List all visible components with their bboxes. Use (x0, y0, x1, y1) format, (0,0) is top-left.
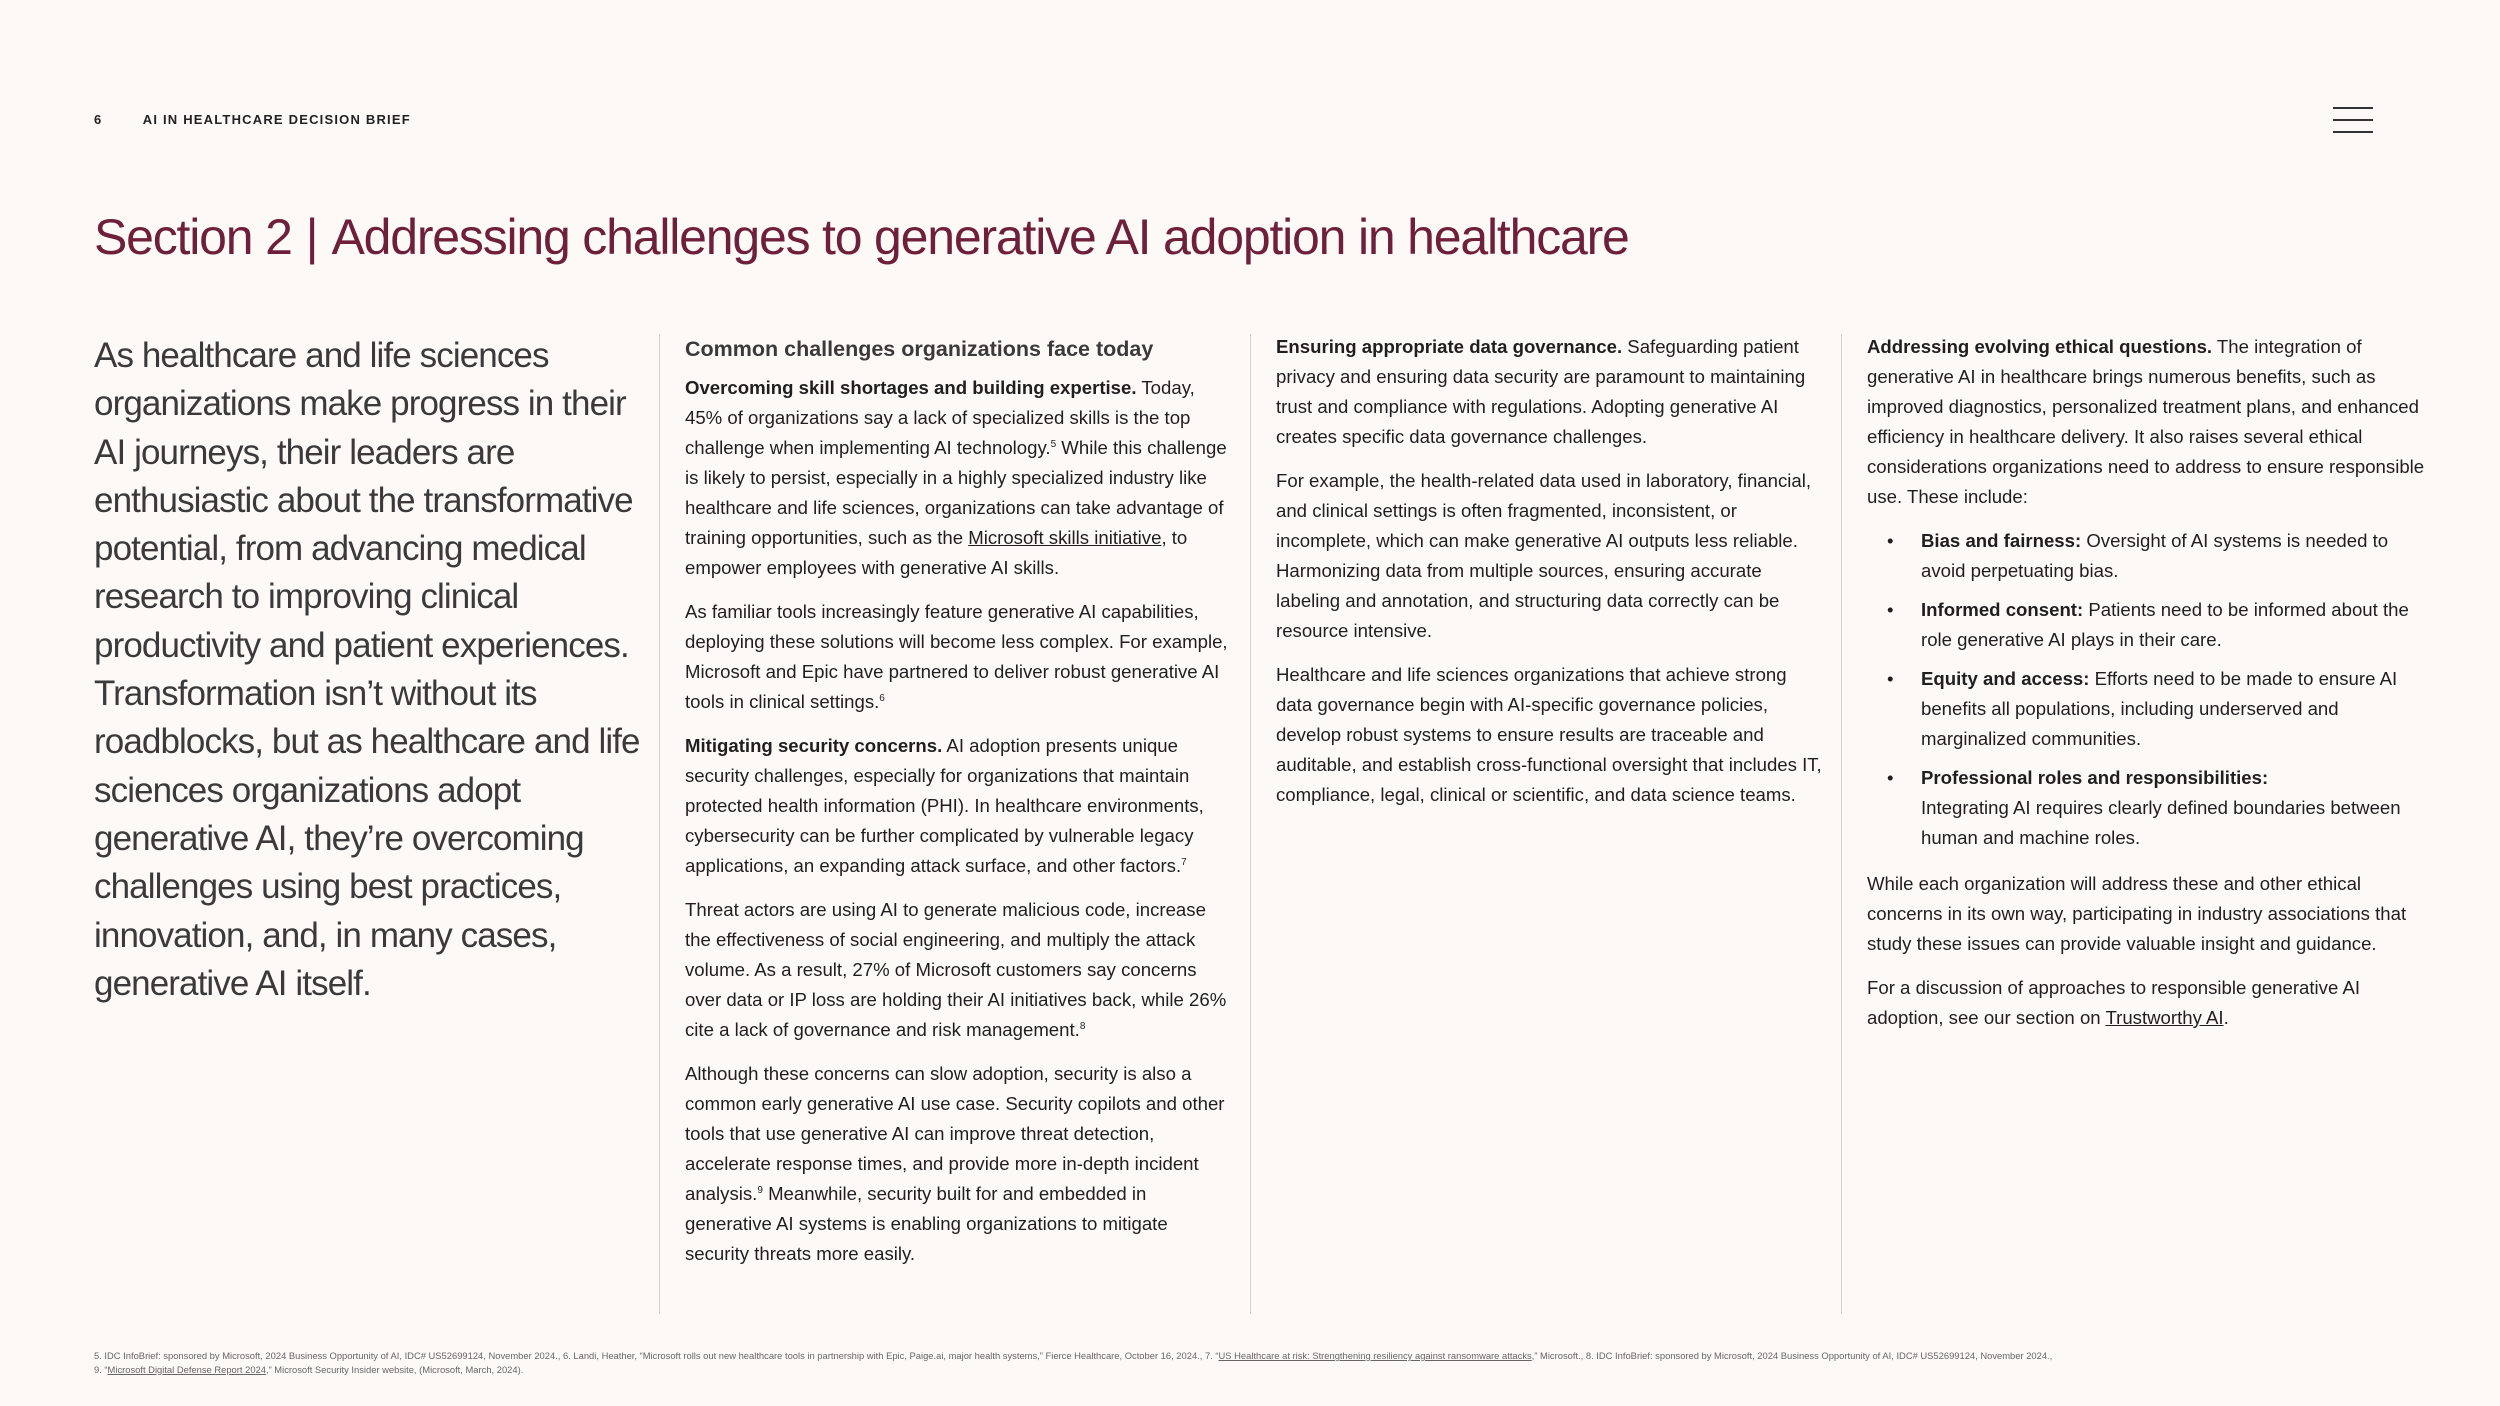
list-item-text: Efforts need to be made to ensure AI benefits all populations, including underserved and marginalized communities. (1921, 668, 2398, 749)
paragraph-text: The integration of generative AI in healthcare brings numerous benefits, such as improved diagnostics, personalized treatment plans, and enhanced efficiency in healthcare delivery. It also raises several ethical considerations organizations need to address to ensure responsible use. These include: (1867, 336, 2425, 507)
list-item-text: Oversight of AI systems is needed to avoid perpetuating bias. (1921, 530, 2389, 581)
column-heading: Common challenges organizations face today (685, 337, 1154, 361)
paragraph-lead: Overcoming skill shortages and building expertise. (685, 377, 1137, 398)
paragraph-governance (1276, 332, 1826, 452)
footnote-link-ransomware[interactable]: US Healthcare at risk: Strengthening resiliency against ransomware attacks (1218, 1350, 1532, 1361)
paragraph-text: AI adoption presents unique security challenges, especially for organizations that maintain protected health information (PHI). In healthcare environments, cybersecurity can be further complicated by vulnerable legacy applications, an expanding attack surface, and other factors. (685, 735, 1204, 876)
paragraph-copilots (685, 1059, 1235, 1269)
list-item-lead: Professional roles and responsibilities: (1921, 767, 2269, 788)
column-divider (1250, 334, 1251, 1314)
section-title: Addressing challenges to generative AI adoption in healthcare (331, 209, 1629, 265)
list-item-lead: Bias and fairness: (1921, 530, 2082, 551)
ethics-list (1887, 526, 2427, 853)
microsoft-skills-link[interactable]: Microsoft skills initiative (968, 527, 1162, 548)
paragraph-text: Safeguarding patient privacy and ensuring data security are paramount to maintaining trust and compliance with regulations. Adopting generative AI creates specific data governance challenges. (1276, 336, 1806, 447)
footnote-ref: 5 (1050, 438, 1057, 450)
footnote-ref: 9 (757, 1184, 763, 1196)
footnote-text: ,” Microsoft Security Insider website, (Microsoft, March, 2024). (265, 1363, 524, 1375)
footnote-link-defense-report[interactable]: Microsoft Digital Defense Report 2024 (107, 1363, 266, 1375)
list-item-lead: Informed consent: (1921, 599, 2084, 620)
hamburger-menu-icon[interactable] (2333, 107, 2373, 133)
column-divider (659, 334, 660, 1314)
document-title: AI IN HEALTHCARE DECISION BRIEF (142, 112, 411, 127)
footnote-ref: 8 (1079, 1020, 1086, 1032)
paragraph-text: Meanwhile, security built for and embedded in generative AI systems is enabling organizations to mitigate security threats more easily. (685, 1183, 1168, 1264)
list-item (1887, 763, 2427, 853)
paragraph-threats (685, 895, 1235, 1045)
page-title (94, 208, 1629, 266)
footnote-text: ,” Microsoft., 8. IDC InfoBrief: sponsored by Microsoft, 2024 Business Opportunity of AI, IDC# US52699124, November 2024., (1531, 1350, 2053, 1361)
column-divider (1841, 334, 1842, 1314)
paragraph-text: , to empower employees with generative AI skills. (685, 527, 1188, 578)
paragraph-skills (685, 373, 1235, 583)
paragraph-text: Today, 45% of organizations say a lack of specialized skills is the top challenge when implementing AI technology. (685, 377, 1195, 458)
list-item-text: Integrating AI requires clearly defined boundaries between human and machine roles. (1921, 797, 2401, 848)
page-number: 6 (94, 112, 103, 127)
paragraph-associations: While each organization will address these and other ethical concerns in its own way, participating in industry associations that study these issues can provide valuable insight and guidance. (1867, 873, 2407, 954)
page-header (94, 112, 411, 127)
paragraph-text: For a discussion of approaches to responsible generative AI adoption, see our section on (1867, 977, 2361, 1028)
footnote-text: 9. “ (94, 1363, 108, 1375)
paragraph-text: . (2223, 1007, 2229, 1028)
column-challenges (685, 332, 1235, 1283)
paragraph-ethics (1867, 332, 2427, 512)
paragraph-text: While this challenge is likely to persist, especially in a highly specialized industry like healthcare and life sciences, organizations can take advantage of training opportunities, such as the (685, 437, 1227, 548)
footnote-text: 5. IDC InfoBrief: sponsored by Microsoft, 2024 Business Opportunity of AI, IDC# US52699124, November 2024., 6. Landi, Heather, “Microsoft rolls out new healthcare tools in partnership with Epic, Paige.ai, major health systems,” Fierce Healthcare, October 16, 2024., 7. “ (94, 1350, 1219, 1361)
paragraph-security (685, 731, 1235, 881)
list-item-lead: Equity and access: (1921, 668, 2090, 689)
list-item (1887, 595, 2427, 655)
list-item-text: Patients need to be informed about the role generative AI plays in their care. (1921, 599, 2409, 650)
paragraph-lead: Ensuring appropriate data governance. (1276, 336, 1623, 357)
footnotes (94, 1349, 2424, 1376)
section-label: Section 2 (94, 209, 292, 265)
list-item (1887, 664, 2427, 754)
title-separator: | (305, 209, 318, 265)
paragraph-lead: Mitigating security concerns. (685, 735, 943, 756)
footnote-ref: 7 (1181, 856, 1187, 868)
paragraph-text: Although these concerns can slow adoption, security is also a common early generative AI use case. Security copilots and other tools that use generative AI can improve threat detection, accelerate response times, and provide more in-depth incident analysis. (685, 1063, 1225, 1204)
paragraph-tools (685, 597, 1235, 717)
column-governance (1276, 332, 1826, 824)
paragraph-fragmented-data: For example, the health-related data used in laboratory, financial, and clinical settings is often fragmented, inconsistent, or incomplete, which can make generative AI outputs less reliable. Harmonizing data from multiple sources, ensuring accurate labeling and annotation, and structuring data correctly can be resource intensive. (1276, 470, 1812, 641)
footnote-line (94, 1349, 2424, 1363)
column-ethics (1867, 332, 2427, 1047)
footnote-line (94, 1363, 2424, 1377)
paragraph-trustworthy (1867, 973, 2427, 1033)
paragraph-text: Threat actors are using AI to generate malicious code, increase the effectiveness of social engineering, and multiply the attack volume. As a result, 27% of Microsoft customers say concerns over data or IP loss are holding their AI initiatives back, while 26% cite a lack of governance and risk management. (685, 899, 1227, 1040)
footnote-ref: 6 (879, 692, 885, 704)
paragraph-text: As familiar tools increasingly feature generative AI capabilities, deploying these solutions will become less complex. For example, Microsoft and Epic have partnered to deliver robust generative AI tools in clinical settings. (685, 601, 1228, 712)
paragraph-lead: Addressing evolving ethical questions. (1867, 336, 2213, 357)
list-item (1887, 526, 2427, 586)
intro-paragraph: As healthcare and life sciences organizations make progress in their AI journeys, their leaders are enthusiastic about the transformative potential, from advancing medical research to improving clinical productivity and patient experiences. Transformation isn’t without its roadblocks, but as healthcare and life sciences organizations adopt generative AI, they’re overcoming challenges using best practices, innovation, and, in many cases, generative AI itself. (94, 336, 640, 1003)
paragraph-strong-governance: Healthcare and life sciences organizations that achieve strong data governance begin with AI-specific governance policies, develop robust systems to ensure results are traceable and auditable, and establish cross-functional oversight that includes IT, compliance, legal, clinical or scientific, and data science teams. (1276, 664, 1822, 805)
trustworthy-ai-link[interactable]: Trustworthy AI (2105, 1007, 2224, 1028)
